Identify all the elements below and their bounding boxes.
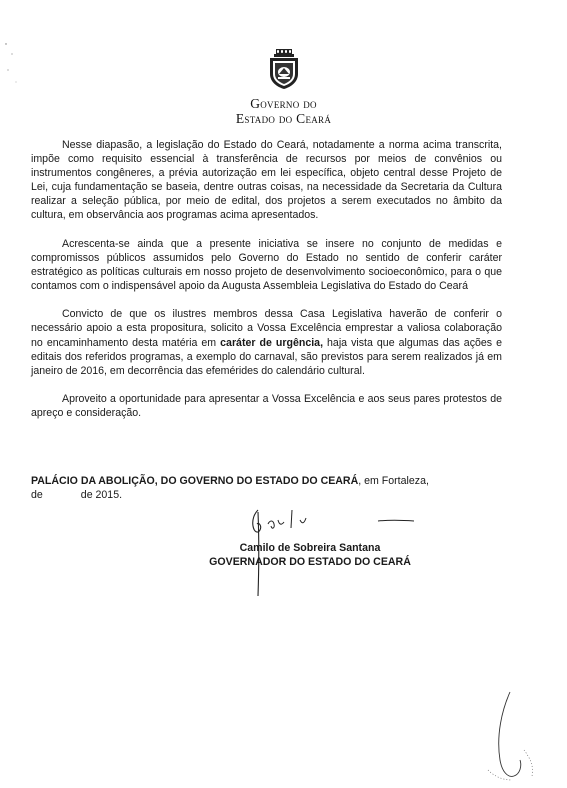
state-coat-of-arms-icon <box>265 48 303 90</box>
date-de-1: de <box>31 489 43 502</box>
date-de-2: de 2015. <box>80 489 123 502</box>
closing-block <box>31 474 502 502</box>
signer-name: Camilo de Sobreira Santana <box>239 542 381 554</box>
signer-block <box>180 541 440 569</box>
signer-title: GOVERNADOR DO ESTADO DO CEARÁ <box>209 556 411 568</box>
palace-name: PALÁCIO DA ABOLIÇÃO, DO GOVERNO DO ESTADO DO CEARÁ <box>31 475 359 487</box>
closing-date-line <box>31 488 502 502</box>
closing-place-line <box>31 474 502 488</box>
paragraph-3 <box>31 307 502 377</box>
letter-body <box>31 138 502 420</box>
paragraph-3-end: haja vista que algumas das ações e editais dos referidos programas, a exemplo do carnaval, são previstos para serem realizados já em janeiro de 2016, em decorrência das efemérides do calendário cultural. <box>31 336 502 377</box>
closing-city: , em Fortaleza, <box>358 475 429 487</box>
paragraph-2: Acrescenta-se ainda que a presente iniciativa se insere no conjunto de medidas e compromissos públicos assumidos pelo Governo do Estado no sentido de conferir caráter estratégico as políticas culturais em nosso projeto de desenvolvimento socioeconômico, para o que contamos com o indispensável apoio da Augusta Assembleia Legislativa do Estado do Ceará <box>31 237 502 293</box>
margin-initials-mark <box>480 690 540 782</box>
paragraph-4: Aproveito a oportunidade para apresentar a Vossa Excelência e aos seus pares protestos de apreço e consideração. <box>31 392 502 420</box>
paragraph-3-start: Convicto de que os ilustres membros dessa Casa Legislativa haverão de conferir o necessário apoio a esta propositura, solicito a Vossa Excelência emprestar a valiosa colaboração no encaminhamento desta matéria em <box>31 308 502 349</box>
urgency-emphasis: caráter de urgência, <box>220 336 324 349</box>
letterhead-line-2: Estado do Ceará <box>235 111 332 126</box>
paragraph-1: Nesse diapasão, a legislação do Estado do Ceará, notadamente a norma acima transcrita, impõe como requisito essencial à transferência de recursos por meios de convênios ou instrumentos congêneres, a prévia autorização em lei específica, objeto central desse Projeto de Lei, cuja fundamentação se baseia, dentre outras coisas, na necessidade da Secretaria da Cultura realizar a seleção pública, por meio de edital, dos projetos a serem executados no âmbito da cultura, em observância aos programas acima apresentados. <box>31 139 502 222</box>
letterhead-line-1: Governo do <box>250 96 317 111</box>
letterhead <box>0 48 567 126</box>
